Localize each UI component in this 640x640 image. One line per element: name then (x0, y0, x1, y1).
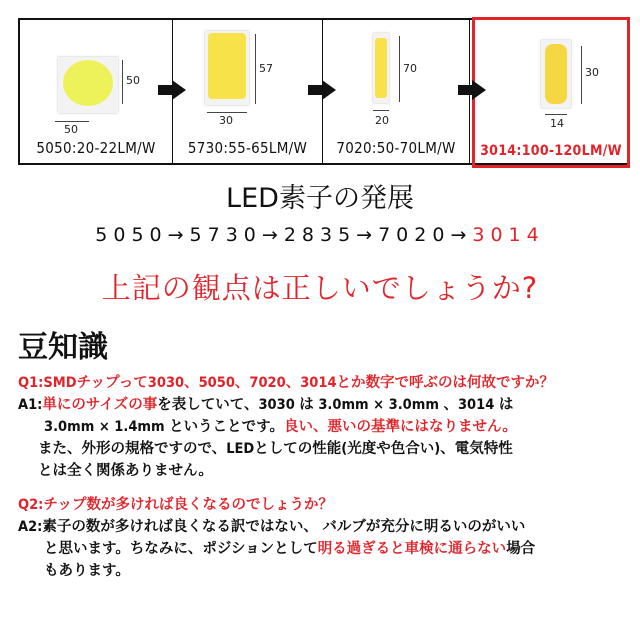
panel-3014-highlighted (472, 17, 630, 168)
answer-1-line-4: とは全く関係ありません。 (38, 463, 213, 479)
answer-highlight: 明る過ぎると車検に通らない (317, 541, 507, 557)
width-dimension-line (373, 110, 389, 111)
answer-highlight: 良い、悪いの基準にはなりません。 (283, 419, 517, 435)
answer-2-line-3: もあります。 (44, 563, 130, 579)
answer-prefix: A1: (18, 397, 43, 413)
panel-5730 (172, 20, 322, 163)
panel-5050 (18, 20, 172, 163)
sequence-highlight: 3014 (472, 224, 545, 246)
width-dimension-line (55, 121, 89, 122)
answer-highlight: 単にのサイズの事 (42, 397, 158, 413)
answer-2-line-1: A2:素子の数が多ければ良くなる訳ではない、 バルブが充分に明るいのがいい (18, 519, 526, 535)
width-dimension-line (207, 112, 247, 113)
section-title: 豆知識 (18, 330, 108, 365)
caption: 5730:55-65LM/W (187, 139, 308, 157)
question-2: Q2:チップ数が多ければ良くなるのでしょうか？ (18, 497, 333, 513)
qa-block-1 (18, 372, 554, 482)
led-emitter (63, 60, 113, 106)
height-dimension-line (122, 60, 123, 104)
answer-text: を表していて、3030 は 3.0mm × 3.0mm 、3014 は (157, 397, 514, 413)
panel-7020 (322, 20, 470, 163)
height-dimension-line (255, 34, 256, 104)
answer-text: と思います。ちなみに、ポジションとして (44, 541, 318, 557)
led-emitter (375, 38, 387, 98)
answer-1-line-3: また、外形の規格ですので、LEDとしての性能(光度や色合い)、電気特性 (38, 441, 513, 457)
width-label: 14 (550, 117, 564, 130)
evolution-sequence (0, 224, 640, 246)
height-label: 57 (259, 62, 273, 75)
width-dimension-line (545, 114, 567, 115)
answer-text: 場合 (506, 541, 536, 557)
caption: 3014:100-120LM/W (480, 143, 622, 159)
height-label: 70 (403, 62, 417, 75)
led-emitter (208, 33, 246, 99)
page-title: LED素子の発展 (226, 183, 414, 214)
width-label: 20 (375, 114, 389, 127)
answer-1-line-2 (18, 416, 554, 438)
led-emitter (545, 44, 567, 104)
height-label: 30 (585, 66, 599, 79)
question-1: Q1:SMDチップって3030、5050、7020、3014とか数字で呼ぶのは何故ですか？ (18, 375, 555, 391)
answer-2-line-2 (18, 538, 535, 560)
answer-text: 3.0mm × 1.4mm ということです。 (44, 419, 284, 435)
width-label: 50 (64, 123, 78, 136)
height-label: 50 (126, 74, 140, 87)
sequence-text: 5050→5730→2835→7020→ (95, 224, 473, 246)
height-dimension-line (581, 46, 582, 104)
width-label: 30 (219, 114, 233, 127)
qa-block-2 (18, 494, 535, 582)
answer-1-line-1 (18, 394, 554, 416)
caption: 7020:50-70LM/W (336, 139, 456, 157)
caption: 5050:20-22LM/W (36, 139, 156, 157)
height-dimension-line (399, 36, 400, 102)
main-question: 上記の観点は正しいでしょうか? (101, 271, 539, 305)
